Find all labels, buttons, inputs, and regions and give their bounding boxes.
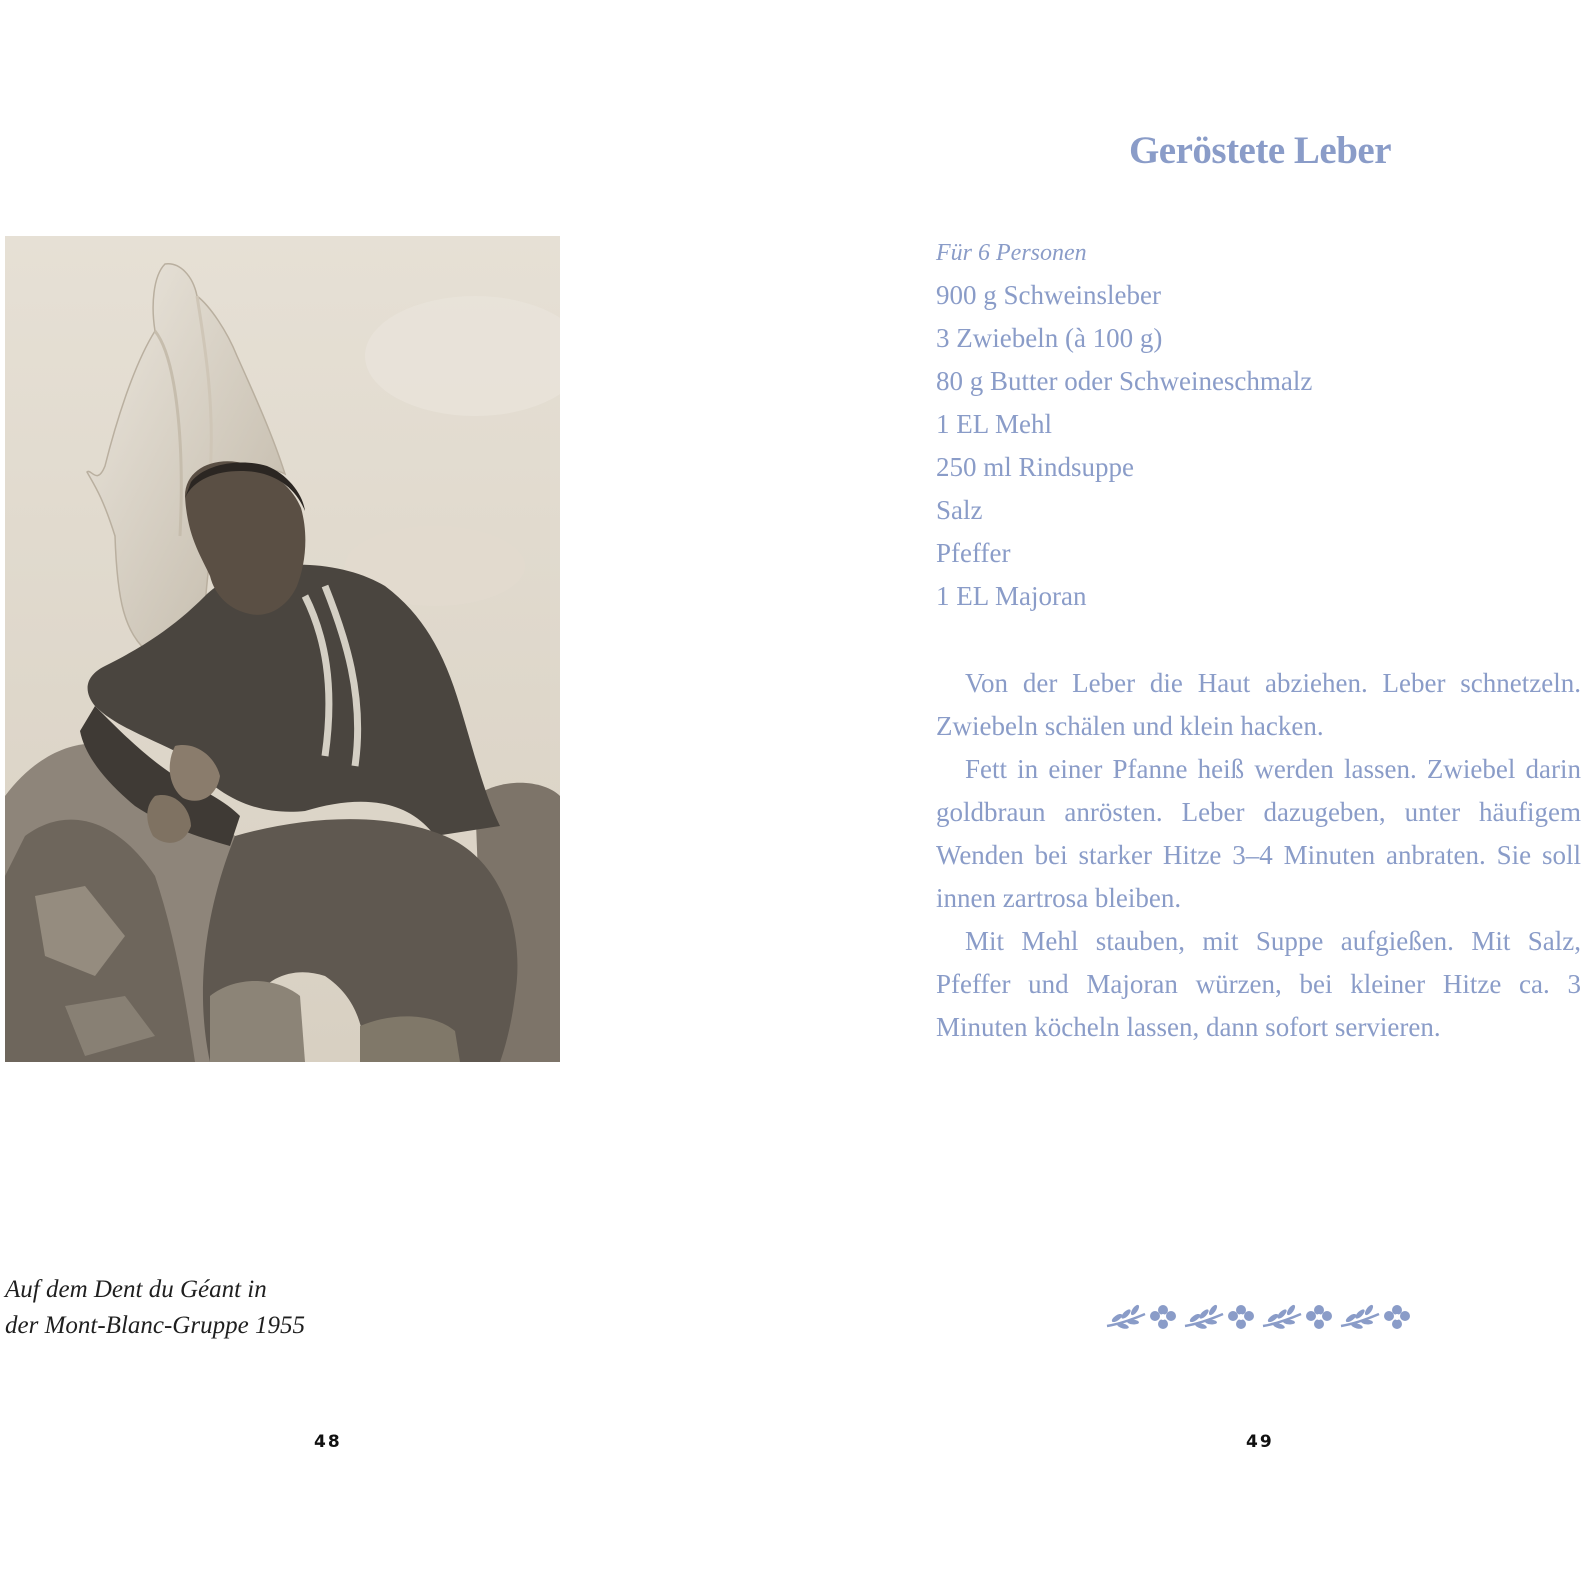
caption-line: der Mont-Blanc-Gruppe 1955 [5, 1312, 305, 1339]
floral-ornament-graphic [1105, 1300, 1417, 1334]
ingredient-item: 80 g Butter oder Schweineschmalz [936, 366, 1313, 396]
photo-illustration [5, 236, 560, 1062]
page-number-left: 48 [314, 1432, 342, 1452]
ingredient-item: 1 EL Mehl [936, 409, 1052, 439]
floral-ornament-icon [1105, 1300, 1417, 1334]
instruction-paragraph: Von der Leber die Haut abziehen. Leber schnetzeln. Zwiebeln schälen und klein hacken. [936, 668, 1581, 741]
caption-line: Auf dem Dent du Géant in [5, 1276, 267, 1303]
ingredient-item: Salz [936, 495, 983, 525]
ingredient-item: Pfeffer [936, 538, 1011, 568]
ingredient-item: 900 g Schweinsleber [936, 280, 1161, 310]
instructions [936, 662, 1581, 1049]
ingredient-item: 250 ml Rindsuppe [936, 452, 1135, 482]
ingredient-list [936, 274, 1581, 618]
photo-caption [5, 1272, 365, 1344]
instruction-paragraph: Mit Mehl stauben, mit Suppe aufgießen. Mit Salz, Pfeffer und Majoran würzen, bei kleiner Hitze ca. 3 Minuten köcheln lassen, dann sofort servieren. [936, 926, 1581, 1042]
recipe-title: Geröstete Leber [1128, 129, 1392, 172]
page-number-right: 49 [1246, 1432, 1274, 1452]
recipe-body [936, 232, 1581, 1049]
ingredient-item: 1 EL Majoran [936, 581, 1087, 611]
ingredient-item: 3 Zwiebeln (à 100 g) [936, 323, 1163, 353]
servings-label: Für 6 Personen [936, 240, 1087, 266]
mountaineer-photo [5, 236, 560, 1062]
instruction-paragraph: Fett in einer Pfanne heiß werden lassen. Zwiebel darin goldbraun anrösten. Leber dazugeben, unter häufigem Wenden bei starker Hitze 3–4 Minuten anbraten. Sie soll innen zartrosa bleiben. [936, 754, 1581, 913]
